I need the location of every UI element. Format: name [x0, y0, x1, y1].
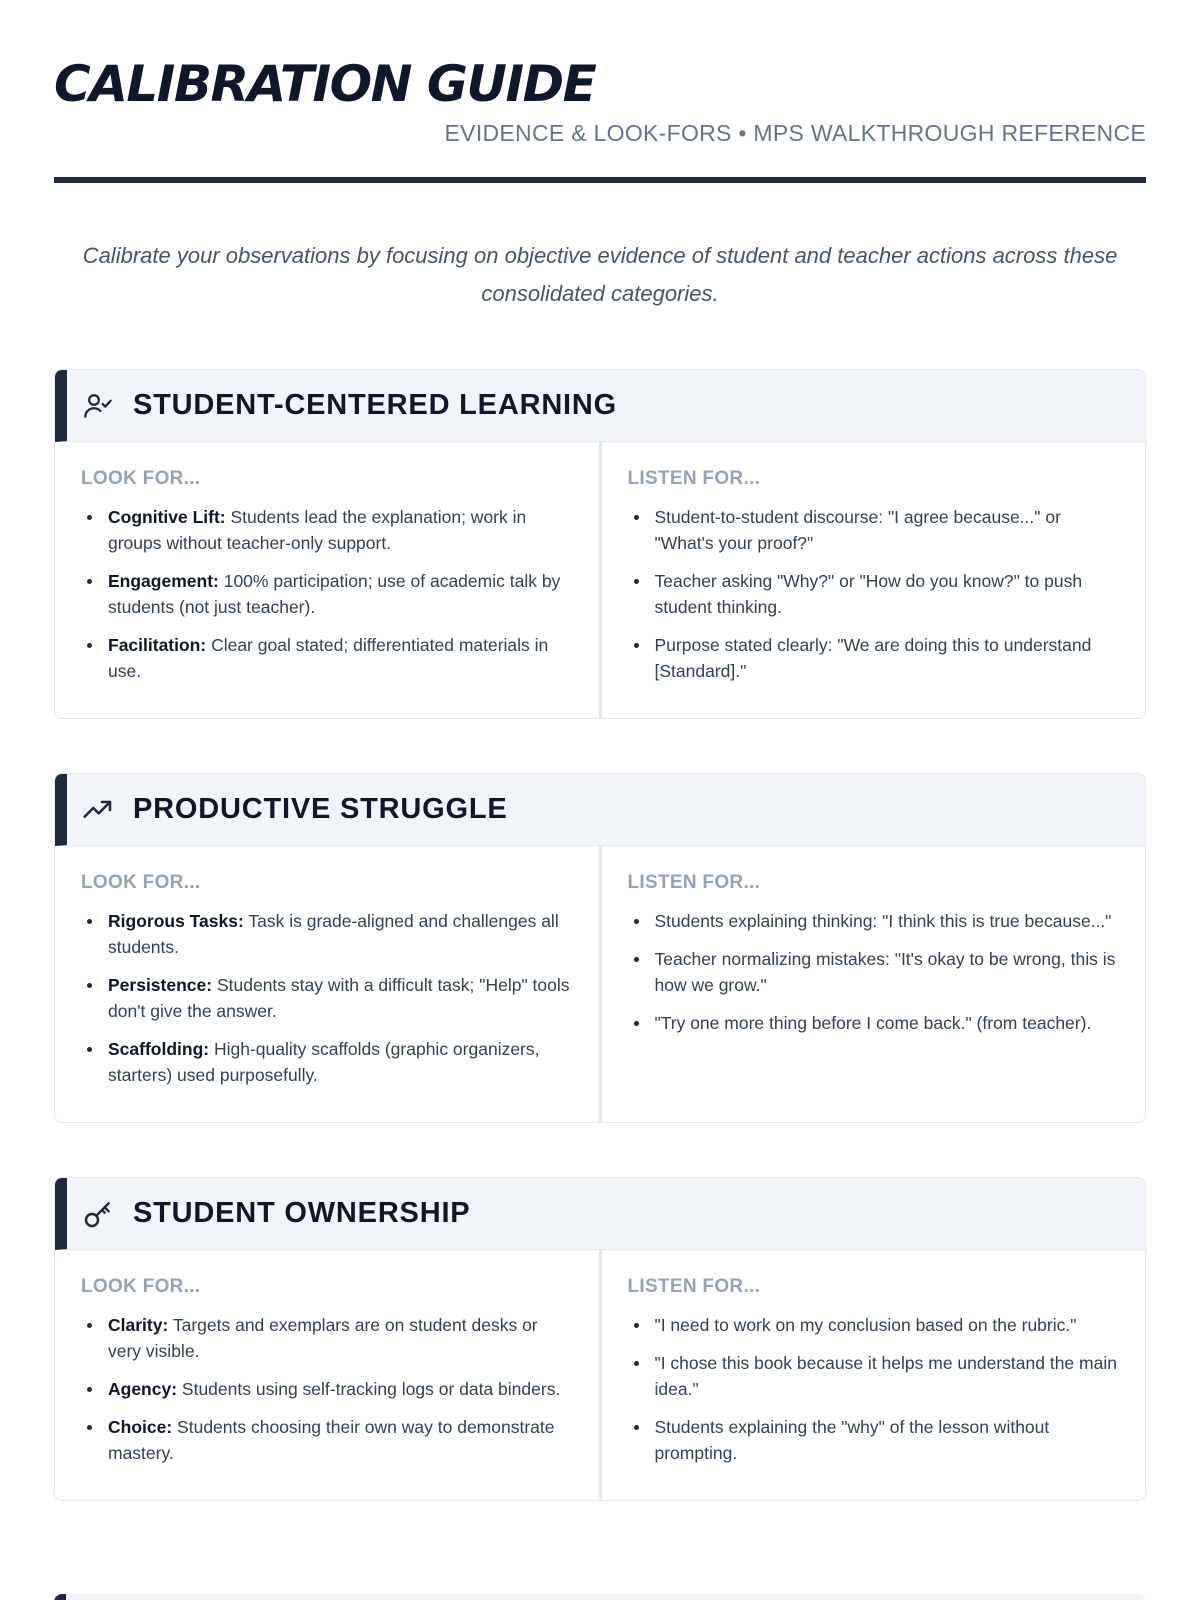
section-title: PRODUCTIVE STRUGGLE: [133, 793, 508, 825]
list-item: Teacher normalizing mistakes: "It's okay to be wrong, this is how we grow.": [628, 946, 1120, 998]
trending-up-icon: [81, 793, 115, 827]
look-for-column: [55, 442, 599, 718]
item-text: Clear goal stated; differentiated materials in use.: [108, 635, 549, 681]
look-for-column: [55, 1250, 599, 1500]
key-icon: [81, 1197, 115, 1231]
list-item: [81, 972, 573, 1024]
listen-for-list: [628, 1312, 1120, 1466]
list-item: [81, 632, 573, 684]
list-item: Students explaining thinking: "I think this is true because...": [628, 908, 1120, 934]
section-header: [55, 1178, 1145, 1250]
list-item: [81, 1414, 573, 1466]
item-term: Facilitation:: [108, 635, 207, 655]
listen-for-column: [599, 442, 1146, 718]
item-text: Task is grade-aligned and challenges all students.: [108, 911, 559, 957]
list-item: [81, 1036, 573, 1088]
page-subtitle: EVIDENCE & LOOK-FORS • MPS WALKTHROUGH REFERENCE: [444, 120, 1146, 146]
item-term: Scaffolding:: [108, 1039, 210, 1059]
header: [54, 0, 1146, 183]
item-text: Students using self-tracking logs or data binders.: [177, 1379, 561, 1399]
item-text: Targets and exemplars are on student desks or very visible.: [108, 1315, 538, 1361]
section-title: STUDENT-CENTERED LEARNING: [133, 389, 618, 421]
list-item: Purpose stated clearly: "We are doing this to understand [Standard].": [628, 632, 1120, 684]
list-item: [81, 1376, 573, 1402]
item-text: Students lead the explanation; work in groups without teacher-only support.: [108, 507, 527, 553]
section-body: [55, 846, 1145, 1122]
listen-for-list: [628, 504, 1120, 684]
item-term: Engagement:: [108, 571, 219, 591]
item-text: Students choosing their own way to demonstrate mastery.: [108, 1417, 555, 1463]
user-check-icon: [81, 389, 115, 423]
section-title: STUDENT OWNERSHIP: [133, 1197, 471, 1229]
listen-for-column: [599, 846, 1146, 1122]
look-for-list: [81, 1312, 573, 1466]
list-item: [81, 504, 573, 556]
section-student-ownership: [54, 1177, 1146, 1501]
look-for-list: [81, 908, 573, 1088]
look-for-label: LOOK FOR...: [81, 468, 201, 489]
section-body: [55, 442, 1145, 718]
list-item: "Try one more thing before I come back." (from teacher).: [628, 1010, 1120, 1036]
look-for-column: [55, 846, 599, 1122]
listen-for-list: [628, 908, 1120, 1036]
listen-for-label: LISTEN FOR...: [627, 1276, 761, 1297]
item-term: Rigorous Tasks:: [108, 911, 244, 931]
listen-for-column: [599, 1250, 1146, 1500]
look-for-list: [81, 504, 573, 684]
item-term: Choice:: [108, 1417, 173, 1437]
list-item: [81, 568, 573, 620]
list-item: [81, 1312, 573, 1364]
list-item: [81, 908, 573, 960]
list-item: "I need to work on my conclusion based on the rubric.": [628, 1312, 1120, 1338]
listen-for-label: LISTEN FOR...: [627, 872, 761, 893]
list-item: Students explaining the "why" of the lesson without prompting.: [628, 1414, 1120, 1466]
item-text: 100% participation; use of academic talk by students (not just teacher).: [108, 571, 561, 617]
section-body: [55, 1250, 1145, 1500]
item-term: Persistence:: [108, 975, 213, 995]
item-term: Agency:: [108, 1379, 178, 1399]
listen-for-label: LISTEN FOR...: [627, 468, 761, 489]
look-for-label: LOOK FOR...: [81, 1276, 201, 1297]
intro-text: Calibrate your observations by focusing on objective evidence of student and teacher actions across these consolidated categories.: [82, 243, 1118, 306]
page-title: CALIBRATION GUIDE: [54, 55, 596, 113]
next-section-edge: [54, 1594, 1146, 1600]
list-item: Student-to-student discourse: "I agree because..." or "What's your proof?": [628, 504, 1120, 556]
list-item: Teacher asking "Why?" or "How do you know?" to push student thinking.: [628, 568, 1120, 620]
section-header: [55, 370, 1145, 442]
list-item: "I chose this book because it helps me understand the main idea.": [628, 1350, 1120, 1402]
item-term: Cognitive Lift:: [108, 507, 226, 527]
item-text: High-quality scaffolds (graphic organizers, starters) used purposefully.: [108, 1039, 540, 1085]
header-divider: [54, 177, 1146, 183]
section-productive-struggle: [54, 773, 1146, 1123]
section-header: [55, 774, 1145, 846]
look-for-label: LOOK FOR...: [81, 872, 201, 893]
item-term: Clarity:: [108, 1315, 169, 1335]
section-student-centered-learning: [54, 369, 1146, 719]
item-text: Students stay with a difficult task; "Help" tools don't give the answer.: [108, 975, 570, 1021]
